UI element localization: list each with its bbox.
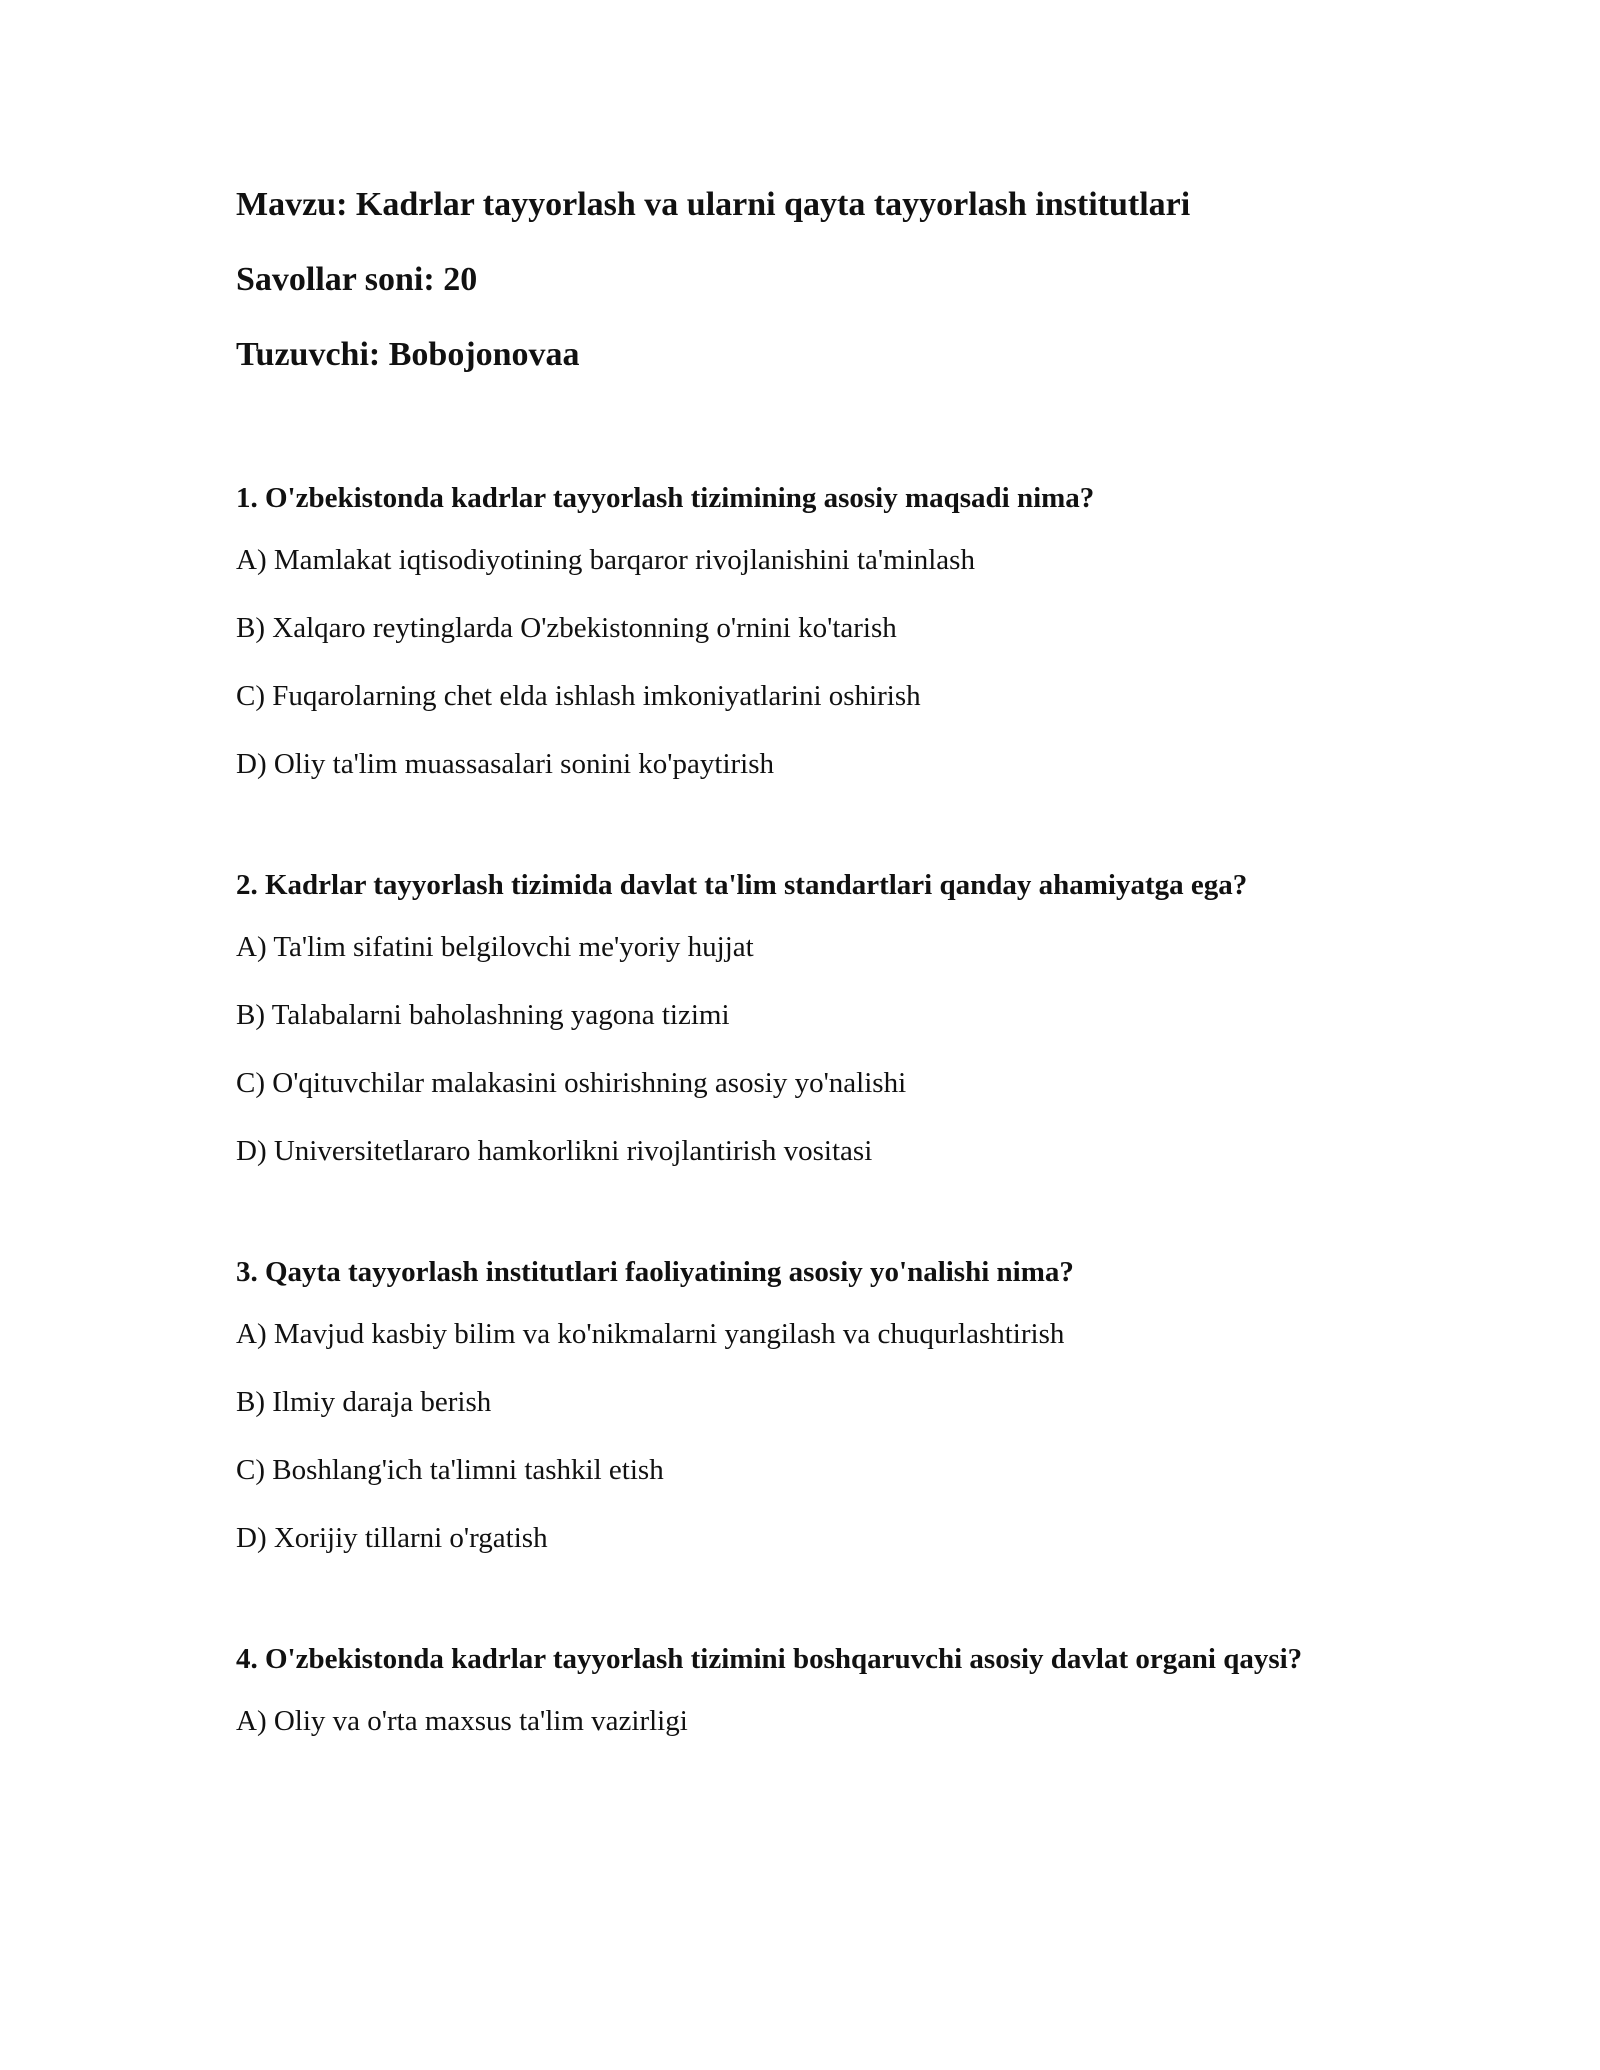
answer-option-c: C) Boshlang'ich ta'limni tashkil etish bbox=[236, 1454, 664, 1486]
answer-option-a: A) Mavjud kasbiy bilim va ko'nikmalarni yangilash va chuqurlashtirish bbox=[236, 1318, 1065, 1350]
question-text: 3. Qayta tayyorlash institutlari faoliyatining asosiy yo'nalishi nima? bbox=[236, 1256, 1074, 1288]
question-list bbox=[236, 477, 1364, 1741]
answer-option-b: B) Talabalarni baholashning yagona tizimi bbox=[236, 999, 730, 1031]
answer-option-c: C) Fuqarolarning chet elda ishlash imkoniyatlarini oshirish bbox=[236, 680, 921, 712]
document-header bbox=[236, 183, 1364, 377]
topic-line: Mavzu: Kadrlar tayyorlash va ularni qayta tayyorlash institutlari bbox=[236, 186, 1191, 223]
answer-option-b: B) Ilmiy daraja berish bbox=[236, 1386, 492, 1418]
author-line: Tuzuvchi: Bobojonovaa bbox=[236, 336, 580, 373]
answer-option-a: A) Mamlakat iqtisodiyotining barqaror rivojlanishini ta'minlash bbox=[236, 544, 975, 576]
question-block-1 bbox=[236, 477, 1364, 784]
answer-option-d: D) Oliy ta'lim muassasalari sonini ko'paytirish bbox=[236, 748, 775, 780]
answer-option-b: B) Xalqaro reytinglarda O'zbekistonning o'rnini ko'tarish bbox=[236, 612, 897, 644]
question-block-4 bbox=[236, 1638, 1364, 1741]
question-text: 1. O'zbekistonda kadrlar tayyorlash tizimining asosiy maqsadi nima? bbox=[236, 482, 1095, 514]
answer-option-a: A) Oliy va o'rta maxsus ta'lim vazirligi bbox=[236, 1705, 688, 1737]
question-block-3 bbox=[236, 1251, 1364, 1558]
question-text: 2. Kadrlar tayyorlash tizimida davlat ta'lim standartlari qanday ahamiyatga ega? bbox=[236, 869, 1248, 901]
question-block-2 bbox=[236, 864, 1364, 1171]
question-count-line: Savollar soni: 20 bbox=[236, 261, 478, 298]
answer-option-d: D) Xorijiy tillarni o'rgatish bbox=[236, 1522, 548, 1554]
answer-option-c: C) O'qituvchilar malakasini oshirishning asosiy yo'nalishi bbox=[236, 1067, 907, 1099]
answer-option-d: D) Universitetlararo hamkorlikni rivojlantirish vositasi bbox=[236, 1135, 873, 1167]
answer-option-a: A) Ta'lim sifatini belgilovchi me'yoriy hujjat bbox=[236, 931, 754, 963]
question-text: 4. O'zbekistonda kadrlar tayyorlash tizimini boshqaruvchi asosiy davlat organi qaysi? bbox=[236, 1643, 1303, 1675]
